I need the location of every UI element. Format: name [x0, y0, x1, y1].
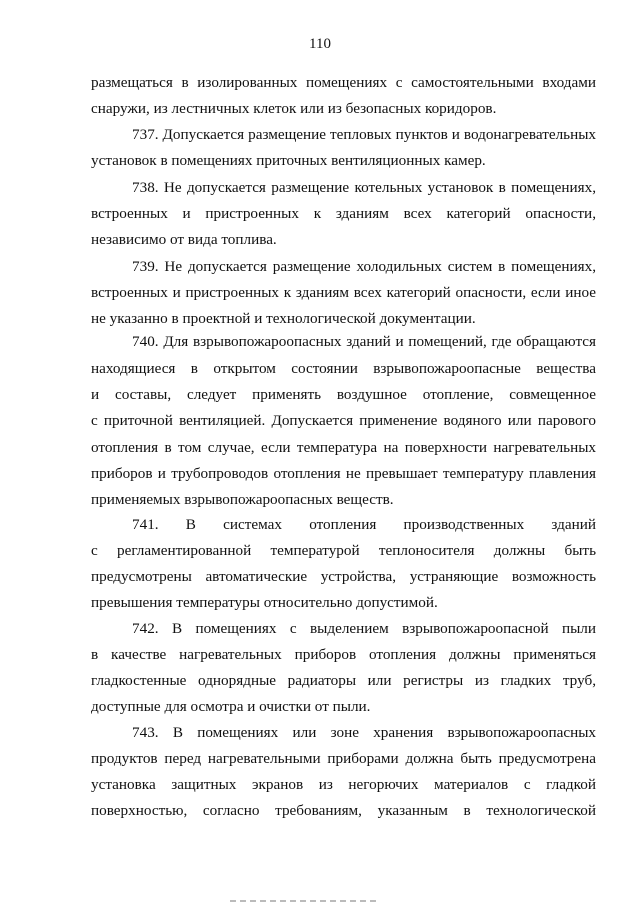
text-line: предусмотрены автоматические устройства, устраняющие возможность	[91, 568, 596, 585]
text-line: поверхностью, согласно требованиям, указанным в технологической	[91, 802, 596, 819]
text-line: снаружи, из лестничных клеток или из безопасных коридоров.	[91, 100, 497, 117]
text-line: гладкостенные однорядные радиаторы или регистры из гладких труб,	[91, 672, 596, 689]
paragraph-737-line: 737. Допускается размещение тепловых пунктов и водонагревательных	[132, 126, 596, 143]
text-line: установок в помещениях приточных вентиляционных камер.	[91, 152, 486, 169]
text-line: независимо от вида топлива.	[91, 231, 277, 248]
text-line: не указанно в проектной и технологической документации.	[91, 310, 476, 327]
text-line: встроенных и пристроенных к зданиям всех категорий опасности, если иное	[91, 284, 596, 301]
paragraph-742-line: 742. В помещениях с выделением взрывопожароопасной пыли	[132, 620, 596, 637]
text-line: встроенных и пристроенных к зданиям всех категорий опасности,	[91, 205, 596, 222]
paragraph-740-line: 740. Для взрывопожароопасных зданий и помещений, где обращаются	[132, 333, 596, 350]
text-line: превышения температуры относительно допустимой.	[91, 594, 438, 611]
paragraph-741-line: 741. В системах отопления производственных зданий	[132, 516, 596, 533]
text-line: с приточной вентиляцией. Допускается применение водяного или парового	[91, 412, 596, 429]
text-line: применяемых взрывопожароопасных веществ.	[91, 491, 394, 508]
text-line: приборов и трубопроводов отопления не превышает температуру плавления	[91, 465, 596, 482]
text-line: продуктов перед нагревательными приборами должна быть предусмотрена	[91, 750, 596, 767]
scan-edge-artifact	[230, 900, 380, 902]
paragraph-743-line: 743. В помещениях или зоне хранения взрывопожароопасных	[132, 724, 596, 741]
text-line: доступные для осмотра и очистки от пыли.	[91, 698, 371, 715]
text-line: в качестве нагревательных приборов отопления должны применяться	[91, 646, 596, 663]
text-line: отопления в том случае, если температура на поверхности нагревательных	[91, 439, 596, 456]
paragraph-738-line: 738. Не допускается размещение котельных установок в помещениях,	[132, 179, 596, 196]
text-line: установка защитных экранов из негорючих материалов с гладкой	[91, 776, 596, 793]
text-line: размещаться в изолированных помещениях с самостоятельными входами	[91, 74, 596, 91]
text-line: с регламентированной температурой теплоносителя должны быть	[91, 542, 596, 559]
text-line: и составы, следует применять воздушное отопление, совмещенное	[91, 386, 596, 403]
text-line: находящиеся в открытом состоянии взрывопожароопасные вещества	[91, 360, 596, 377]
paragraph-739-line: 739. Не допускается размещение холодильных систем в помещениях,	[132, 258, 596, 275]
page-number: 110	[309, 36, 331, 52]
